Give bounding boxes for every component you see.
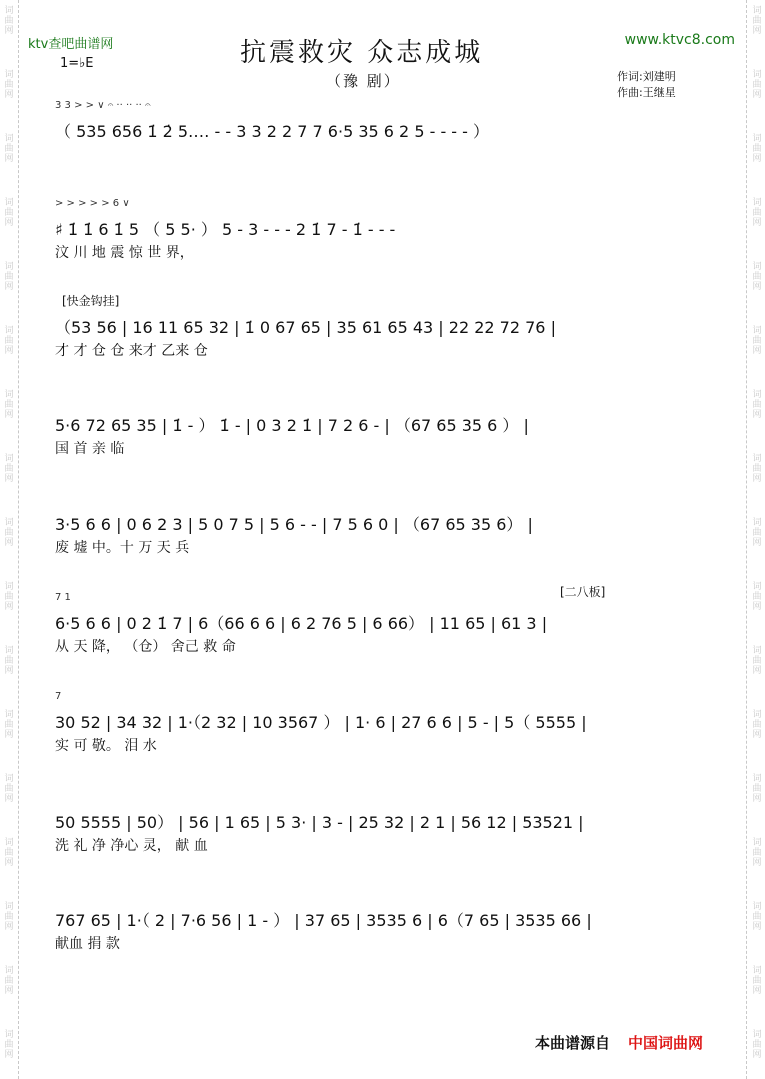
- watermark-glyph: 网: [752, 90, 762, 100]
- watermark-glyph: 网: [752, 602, 762, 612]
- watermark-glyph: 网: [752, 666, 762, 676]
- watermark-glyph-group: [751, 902, 763, 932]
- line-marks: 3 3 > > ∨ 𝄐 ·· ·· ·· 𝄐: [55, 100, 151, 111]
- line-notes: 30 52 | 34 32 | 1·（2 32 | 10 3567 ） | 1· 6 | 27 6 6 | 5 - | 5（ 5555 |: [55, 712, 587, 732]
- watermark-glyph: 网: [752, 474, 762, 484]
- watermark-glyph-group: [751, 518, 763, 548]
- watermark-glyph-group: [751, 1030, 763, 1060]
- watermark-glyph-group: [3, 262, 15, 292]
- watermark-glyph: 词: [4, 646, 14, 656]
- line-marks: > > > > > 6 ∨: [55, 198, 130, 209]
- watermark-glyph-group: [751, 198, 763, 228]
- watermark-glyph: 网: [4, 474, 14, 484]
- line-lyrics: 从 天 降， （仓） 舍己 救 命: [55, 639, 236, 655]
- watermark-glyph: 词: [4, 134, 14, 144]
- watermark-glyph-group: [751, 582, 763, 612]
- watermark-glyph: 曲: [752, 336, 762, 346]
- watermark-glyph: 曲: [4, 528, 14, 538]
- watermark-glyph: 曲: [752, 592, 762, 602]
- line-lyrics: 废 墟 中。十 万 天 兵: [55, 540, 190, 556]
- watermark-glyph-group: [3, 390, 15, 420]
- watermark-glyph: 曲: [4, 400, 14, 410]
- line-notes: 5·6 72 65 35 | 1̇ - ） 1̇ - | 0 3 2 1̇ | 7 2 6 - | （67 65 35 6 ） |: [55, 415, 529, 435]
- line-notes: 6·5 6 6 | 0 2 1̇ 7 | 6（66 6 6 | 6 2 76 5 | 6 66） | 11 65 | 61 3 |: [55, 613, 548, 633]
- watermark-glyph: 网: [4, 410, 14, 420]
- site-name-left: ktv查吧曲谱网: [28, 37, 114, 52]
- watermark-glyph: 词: [752, 582, 762, 592]
- watermark-glyph-group: [751, 774, 763, 804]
- watermark-glyph: 词: [4, 1030, 14, 1040]
- watermark-glyph: 曲: [4, 720, 14, 730]
- watermark-glyph: 曲: [4, 656, 14, 666]
- watermark-glyph: 曲: [4, 912, 14, 922]
- watermark-glyph: 词: [752, 134, 762, 144]
- watermark-glyph: 网: [752, 218, 762, 228]
- composer-credit: 作曲:王继星: [617, 86, 676, 99]
- line-lyrics: 洗 礼 净 净心 灵， 献 血: [55, 838, 208, 854]
- watermark-glyph: 曲: [4, 144, 14, 154]
- watermark-glyph-group: [3, 70, 15, 100]
- line-lyrics: 国 首 亲 临: [55, 441, 125, 457]
- watermark-glyph: 曲: [4, 272, 14, 282]
- line-lyrics: 汶 川 地 震 惊 世 界，: [55, 245, 194, 261]
- watermark-glyph-group: [3, 454, 15, 484]
- watermark-glyph: 词: [4, 454, 14, 464]
- watermark-glyph-group: [751, 326, 763, 356]
- watermark-glyph: 网: [4, 922, 14, 932]
- watermark-glyph: 网: [752, 26, 762, 36]
- watermark-glyph: 网: [4, 218, 14, 228]
- watermark-glyph: 曲: [752, 912, 762, 922]
- watermark-glyph: 网: [4, 602, 14, 612]
- line-lyrics: 实 可 敬。 泪 水: [55, 738, 157, 754]
- watermark-glyph: 词: [752, 774, 762, 784]
- watermark-glyph: 词: [4, 390, 14, 400]
- watermark-glyph-group: [3, 582, 15, 612]
- watermark-glyph: 网: [4, 858, 14, 868]
- watermark-glyph: 曲: [752, 976, 762, 986]
- watermark-glyph-group: [3, 966, 15, 996]
- watermark-glyph: 网: [4, 154, 14, 164]
- watermark-glyph: 曲: [4, 16, 14, 26]
- watermark-glyph-group: [751, 6, 763, 36]
- watermark-glyph: 词: [752, 6, 762, 16]
- watermark-glyph: 词: [752, 262, 762, 272]
- watermark-glyph: 词: [752, 646, 762, 656]
- watermark-glyph: 词: [4, 710, 14, 720]
- watermark-glyph-group: [3, 6, 15, 36]
- line-lyrics: 才 才 仓 仓 来才 乙来 仓: [55, 343, 208, 359]
- watermark-glyph: 网: [752, 538, 762, 548]
- watermark-glyph: 词: [4, 6, 14, 16]
- watermark-glyph: 网: [752, 986, 762, 996]
- watermark-glyph: 词: [752, 70, 762, 80]
- watermark-glyph: 词: [752, 326, 762, 336]
- watermark-glyph: 词: [4, 70, 14, 80]
- watermark-glyph-group: [3, 646, 15, 676]
- watermark-glyph: 词: [752, 454, 762, 464]
- line-notes: （53 56 | 16 11 65 32 | 1̇ 0 67 65 | 35 61 65 43 | 22 22 72 76 |: [55, 317, 556, 337]
- left-watermark-strip: [0, 0, 19, 1079]
- watermark-glyph-group: [751, 710, 763, 740]
- watermark-glyph: 词: [4, 262, 14, 272]
- watermark-glyph: 网: [752, 794, 762, 804]
- score-subtitle: （豫 剧）: [326, 72, 401, 90]
- watermark-glyph: 曲: [4, 208, 14, 218]
- section-label-erba: [二八板]: [560, 585, 606, 599]
- score-title: 抗震救灾 众志成城: [240, 38, 484, 68]
- watermark-glyph-group: [751, 262, 763, 292]
- watermark-glyph: 网: [752, 730, 762, 740]
- right-watermark-strip: [746, 0, 765, 1079]
- watermark-glyph: 词: [4, 582, 14, 592]
- watermark-glyph: 曲: [752, 720, 762, 730]
- watermark-glyph: 网: [4, 282, 14, 292]
- watermark-glyph: 曲: [752, 208, 762, 218]
- watermark-glyph: 词: [752, 518, 762, 528]
- section-label-kuaijin: [快金钩挂]: [62, 294, 120, 308]
- source-footer: [535, 1032, 703, 1053]
- watermark-glyph-group: [3, 326, 15, 356]
- watermark-glyph-group: [3, 902, 15, 932]
- line-notes: （ 535 656 1̇ 2̇ 5‥‥ - - 3 3 2 2 7 7 6·5 35 6 2 5 - - - - ）: [55, 121, 490, 141]
- line-notes: 3·5 6 6 | 0 6 2 3 | 5 0 7 5 | 5 6 - - | 7 5 6 0 | （67 65 35 6） |: [55, 514, 533, 534]
- watermark-glyph: 网: [752, 858, 762, 868]
- line-notes: 50 5555 | 50） | 56 | 1 65 | 5 3· | 3 - | 25 32 | 2 1 | 56 12 | 53521 |: [55, 812, 584, 832]
- site-url-right: www.ktvc8.com: [624, 32, 735, 48]
- watermark-glyph: 网: [4, 346, 14, 356]
- watermark-glyph-group: [751, 390, 763, 420]
- watermark-glyph: 曲: [752, 784, 762, 794]
- watermark-glyph: 词: [752, 1030, 762, 1040]
- watermark-glyph: 词: [752, 902, 762, 912]
- watermark-glyph-group: [3, 518, 15, 548]
- watermark-glyph: 曲: [752, 1040, 762, 1050]
- watermark-glyph: 词: [752, 838, 762, 848]
- watermark-glyph-group: [3, 774, 15, 804]
- source-label: 本曲谱源自: [535, 1034, 611, 1052]
- watermark-glyph-group: [3, 1030, 15, 1060]
- line-lyrics: 献血 捐 款: [55, 936, 120, 952]
- line-marks: 7 1: [55, 592, 71, 603]
- watermark-glyph-group: [3, 710, 15, 740]
- watermark-glyph: 曲: [752, 528, 762, 538]
- watermark-glyph: 词: [4, 902, 14, 912]
- watermark-glyph: 词: [752, 966, 762, 976]
- watermark-glyph: 曲: [4, 976, 14, 986]
- watermark-glyph-group: [751, 966, 763, 996]
- watermark-glyph-group: [3, 134, 15, 164]
- watermark-glyph: 词: [4, 326, 14, 336]
- watermark-glyph: 曲: [4, 464, 14, 474]
- watermark-glyph: 网: [752, 346, 762, 356]
- watermark-glyph: 网: [752, 282, 762, 292]
- watermark-glyph: 词: [4, 966, 14, 976]
- watermark-glyph: 词: [4, 774, 14, 784]
- key-signature: 1=♭E: [60, 56, 94, 71]
- watermark-glyph: 曲: [752, 80, 762, 90]
- line-lyrics: [55, 144, 715, 164]
- watermark-glyph: 曲: [4, 592, 14, 602]
- watermark-glyph: 网: [752, 154, 762, 164]
- watermark-glyph: 网: [752, 1050, 762, 1060]
- watermark-glyph: 词: [752, 710, 762, 720]
- watermark-glyph-group: [3, 838, 15, 868]
- source-site-link[interactable]: 中国词曲网: [628, 1034, 704, 1052]
- watermark-glyph: 曲: [4, 1040, 14, 1050]
- watermark-glyph: 词: [4, 518, 14, 528]
- watermark-glyph: 网: [752, 922, 762, 932]
- watermark-glyph: 网: [4, 538, 14, 548]
- lyricist-credit: 作词:刘建明: [617, 70, 676, 83]
- watermark-glyph-group: [3, 198, 15, 228]
- watermark-glyph: 曲: [752, 656, 762, 666]
- watermark-glyph: 词: [4, 198, 14, 208]
- watermark-glyph: 网: [4, 90, 14, 100]
- watermark-glyph: 曲: [752, 144, 762, 154]
- watermark-glyph: 曲: [4, 784, 14, 794]
- watermark-glyph-group: [751, 838, 763, 868]
- watermark-glyph: 曲: [4, 80, 14, 90]
- watermark-glyph: 网: [4, 730, 14, 740]
- watermark-glyph: 网: [4, 986, 14, 996]
- watermark-glyph: 词: [752, 390, 762, 400]
- watermark-glyph: 网: [4, 26, 14, 36]
- watermark-glyph-group: [751, 454, 763, 484]
- watermark-glyph-group: [751, 134, 763, 164]
- watermark-glyph: 曲: [752, 464, 762, 474]
- watermark-glyph: 曲: [4, 336, 14, 346]
- watermark-glyph: 曲: [752, 848, 762, 858]
- watermark-glyph: 网: [752, 410, 762, 420]
- line-marks: 7: [55, 691, 62, 702]
- watermark-glyph: 词: [4, 838, 14, 848]
- watermark-glyph: 网: [4, 666, 14, 676]
- watermark-glyph-group: [751, 70, 763, 100]
- line-notes: 767 65 | 1·（ 2 | 7·6 56 | 1 - ） | 37 65 | 3535 6 | 6（7 65 | 3535 66 |: [55, 910, 592, 930]
- watermark-glyph: 曲: [752, 272, 762, 282]
- watermark-glyph: 词: [752, 198, 762, 208]
- watermark-glyph: 曲: [752, 16, 762, 26]
- watermark-glyph: 网: [4, 1050, 14, 1060]
- watermark-glyph: 网: [4, 794, 14, 804]
- watermark-glyph: 曲: [752, 400, 762, 410]
- line-notes: ♯ 1̇ 1̇ 6 1̇ 5 （ 5 5· ） 5 - 3 - - - 2 1̇ 7 - 1̇ - - -: [55, 219, 396, 239]
- watermark-glyph-group: [751, 646, 763, 676]
- watermark-glyph: 曲: [4, 848, 14, 858]
